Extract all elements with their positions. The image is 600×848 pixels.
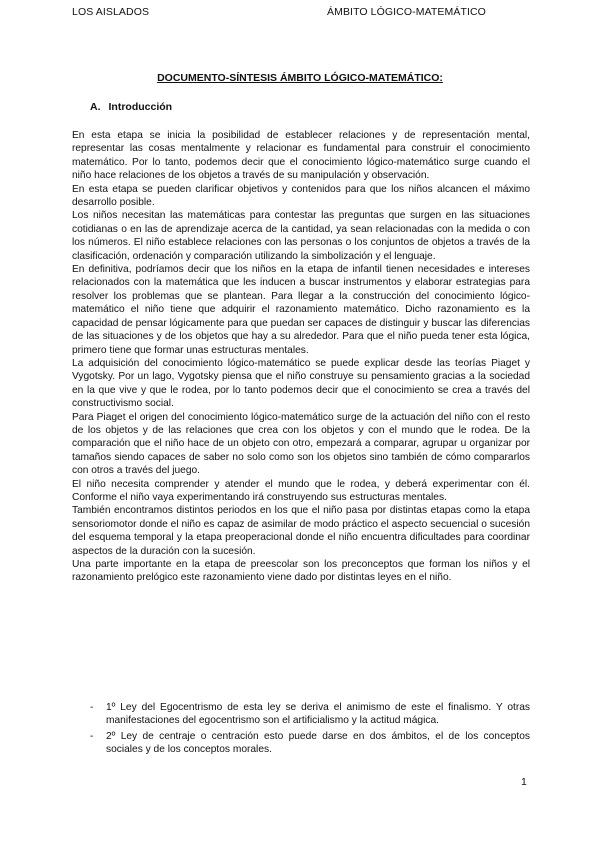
list-marker: - — [90, 730, 94, 742]
header-right: ÁMBITO LÓGICO-MATEMÁTICO — [327, 6, 486, 18]
list-item-text: 2º Ley de centraje o centración esto puede darse en dos ámbitos, el de los conceptos sociales y de los conceptos morales. — [106, 730, 530, 756]
paragraph: Para Piaget el origen del conocimiento lógico-matemático surge de la actuación del niño con el resto de los objetos y de las relaciones que crea con los objetos y con el mundo que le rodea. De la comparación que el niño hace de un objeto con otro, empezará a comparar, agrupar u organizar por tamaños siendo capaces de saber no solo como son los objetos sino también de cómo compararlos con otros a través del juego. — [72, 411, 530, 477]
list-marker: - — [90, 702, 94, 713]
paragraph: En esta etapa se inicia la posibilidad de establecer relaciones y de representación mental, representar las cosas mentalmente y relacionar es fundamental para construir el conocimiento matemático. Por lo tanto, podemos decir que el conocimiento lógico-matemático surge cuando el niño hace relaciones de los objetos a través de su manipulación y observación. — [72, 130, 530, 182]
paragraph: La adquisición del conocimiento lógico-matemático se puede explicar desde las teorías Piaget y Vygotsky. Por un lago, Vygotsky piensa que el niño construye su pensamiento gracias a la sociedad en la que vive y que le rodea, por lo tanto podemos decir que el conocimiento se crea a través del constructivismo social. — [72, 357, 530, 410]
list-item-text: 1º Ley del Egocentrismo de esta ley se deriva el animismo de este el finalismo. Y otras manifestaciones del egocentrismo son el artificialismo y la actitud mágica. — [106, 702, 530, 727]
header-left: LOS AISLADOS — [72, 6, 150, 18]
list-item — [72, 730, 530, 757]
section-heading — [90, 101, 172, 113]
paragraph: En esta etapa se pueden clarificar objetivos y contenidos para que los niños alcancen el máximo desarrollo posible. — [72, 183, 530, 209]
paragraph: En definitiva, podríamos decir que los niños en la etapa de infantil tienen necesidades e intereses relacionados con la matemática que les inducen a buscar instrumentos y elaborar estrategias para resolver los problemas que se plantean. Para llegar a la construcción del conocimiento lógico-matemático el niño tiene que adquirir el razonamiento matemático. Dicho razonamiento es la capacidad de pensar lógicamente para que puedan ser capaces de distinguir y buscar las diferencias de las situaciones y de los objetos que hay a su alrededor. Para que el niño pueda tener esta lógica, primero tiene que formar unas estructuras mentales. — [72, 264, 530, 356]
paragraph: El niño necesita comprender y atender el mundo que le rodea, y deberá experimentar con él. Conforme el niño vaya experimentando irá construyendo sus estructuras mentales. — [72, 478, 530, 503]
paragraph: También encontramos distintos periodos en los que el niño pasa por distintas etapas como la etapa sensoriomotor donde el niño es capaz de asimilar de modo práctico el aspecto secuencial o sucesión del esquema temporal y la etapa preoperacional donde el niño encuentra dificultades para coordinar aspectos de la duración con la sucesión. — [72, 505, 530, 557]
list-item — [72, 701, 530, 728]
page-number: 1 — [521, 776, 527, 788]
section-title: Introducción — [108, 101, 173, 113]
laws-list — [72, 701, 530, 759]
paragraph: Los niños necesitan las matemáticas para contestar las preguntas que surgen en las situaciones cotidianas o en las de aprendizaje acerca de la cantidad, ya sean relacionadas con la medida o con los números. El niño establece relaciones con las personas o los conjuntos de objetos a través de la clasificación, ordenación y comparación utilizando la simbolización y el lenguaje. — [72, 210, 530, 262]
document-title: DOCUMENTO-SÍNTESIS ÁMBITO LÓGICO-MATEMÁTICO: — [157, 72, 443, 84]
section-letter: A. — [90, 101, 101, 113]
paragraph: Una parte importante en la etapa de preescolar son los preconceptos que forman los niños y el razonamiento prelógico este razonamiento viene dado por distintas leyes en el niño. — [72, 559, 530, 584]
body-text — [72, 129, 530, 585]
